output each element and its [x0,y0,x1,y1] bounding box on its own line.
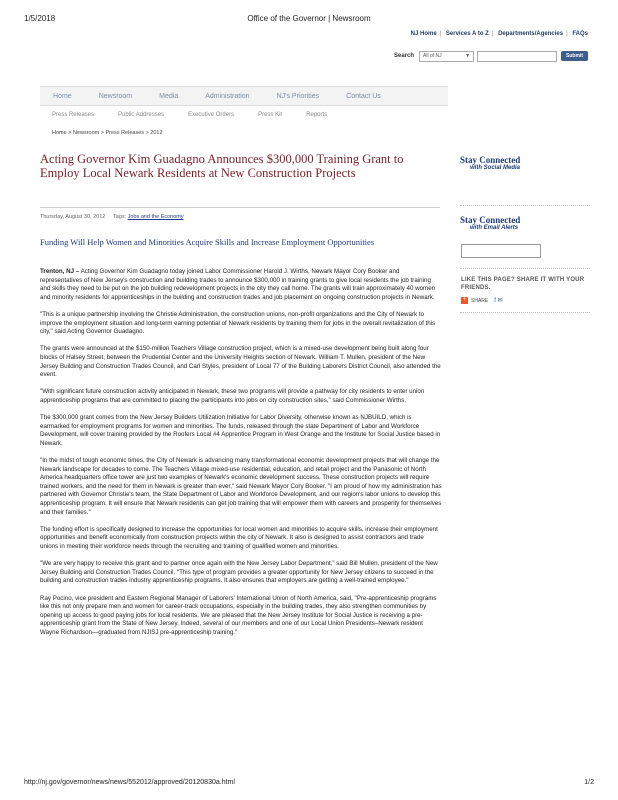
search-bar [394,50,588,62]
search-input[interactable] [477,51,557,62]
paragraph: "In the midst of tough economic times, the City of Newark is advancing many transformational economic development projects that will change the Newark landscape for decades to come. The Teachers Village mixed-use residential, education, and retail project and the Panasonic of North America headquarters office tower are just two examples of Newark's economic development success. These construction projects will require trained workers, and the need for them in Newark is greater than ever," said Newark Mayor Cory Booker. "I am proud of how my administration has partnered with Governor Christie's team, the State Department of Labor and Workforce Development, and our region's labor unions to develop this apprenticeship program. It will ensure that Newark residents can get job training that will empower them with careers and prosperity for themselves and their families." [40,457,442,516]
email-alerts-widget [460,215,590,231]
article-date: Thursday, August 30, 2012 [40,214,106,220]
article-meta [40,214,184,220]
tag-link[interactable]: Jobs and the Economy [127,214,184,220]
subnav-press-kit[interactable]: Press Kit [258,112,283,118]
nav-media[interactable]: Media [159,92,179,100]
nav-priorities[interactable]: NJ's Priorities [276,92,320,100]
sub-nav [52,112,351,118]
nav-home[interactable]: Home [53,92,72,100]
print-url: http://nj.gov/governor/news/news/552012/approved/20120830a.html [24,779,235,786]
social-subtitle: with Social Media [470,165,521,171]
paragraph: "This is a unique partnership involving the Christie Administration, the construction unions, non-profit organizations and the City of Newark to improve the employment situation and long-term earning potential of Newark residents by training them for jobs in the overall revitalization of this city," said Acting Governor Guadagno. [40,310,436,336]
chevron-down-icon: ▼ [465,53,471,59]
paragraph: Trenton, NJ – Acting Governor Kim Guadagno today joined Labor Commissioner Harold J. Wirths, Newark Mayor Cory Booker and representatives of New Jersey's construction and building trades to announce $300,000 in training grants to give local residents the job training and skills they need to be put on the job building redevelopment projects in the city they call home. The grants will train approximately 40 women and minority residents for apprenticeships in the building and construction trades and job placement on ongoing construction projects in Newark. [40,268,436,301]
email-subtitle: with Email Alerts [470,225,519,231]
dateline: Trenton, NJ – [40,268,80,275]
search-scope-value: All of NJ [423,53,442,59]
email-input[interactable] [461,244,541,258]
article-headline: Acting Governor Kim Guadagno Announces $300,000 Training Grant to Employ Local Newark Residents at New Construction Projects [40,152,404,180]
subnav-executive-orders[interactable]: Executive Orders [188,112,235,118]
subnav-reports[interactable]: Reports [306,112,328,118]
paragraph: "With significant future construction activity anticipated in Newark, these two programs will provide a pathway for city residents to enter union apprenticeship programs that are committed to placing the participants into jobs on city construction sites," said Commissioner Wirths. [40,388,425,404]
tags-label: Tags: [112,214,127,220]
nav-administration[interactable]: Administration [205,92,250,100]
breadcrumb[interactable]: Home > Newsroom > Press Releases > 2012 [52,130,163,136]
paragraph: The $300,000 grant comes from the New Jersey Builders Utilization Initiative for Labor Diversity, otherwise known as NJBUILD, which is earmarked for employment programs for women and minorities. The funds, released through the state Department of Labor and Workforce Development, will cover training provided by the Roofers Local #4 Apprentice Program in West Orange and the Institute for Social Justice based in Newark. [40,414,441,447]
print-header [24,14,594,24]
print-footer [24,779,594,786]
search-submit-button[interactable]: Submit [561,51,588,61]
nav-newsroom[interactable]: Newsroom [98,92,133,100]
print-date: 1/5/2018 [24,14,56,23]
print-page-number: 1/2 [584,779,594,786]
article-body [40,268,442,646]
article-subhead: Funding Will Help Women and Minorities Acquire Skills and Increase Employment Opportunities [40,237,375,247]
paragraph: "We are very happy to receive this grant and to partner once again with the New Jersey Labor Department," said Bill Mullen, president of the New Jersey Building and Construction Trades Council. "This type of program provides a greater opportunity for New Jersey citizens to succeed in the building and construction trades industry apprenticeship programs. It also ensures that employers are getting a well-trained employee." [40,560,438,585]
search-label: Search [394,53,415,59]
paragraph: The grants were announced at the $150-million Teachers Village construction project, which is a mixed-use development being built along four blocks of Halsey Street, between the Prudential Center and the University Heights section of Newark. William T. Mullen, president of the New Jersey Building and Construction Trades Council, and Carl Styles, president of Local 77 of the Building Laborers District Council, also attended the event. [40,345,441,379]
email-title: Stay Connected [460,215,521,225]
nj-home-link[interactable]: NJ Home [410,31,437,37]
search-scope-select[interactable] [419,51,474,62]
departments-agencies-link[interactable]: Departments/Agencies [498,31,564,37]
share-label: SHARE [471,297,489,304]
sidebar-divider [460,205,590,206]
subnav-public-addresses[interactable]: Public Addresses [118,112,165,118]
sidebar-divider [460,268,590,269]
social-icons: f ✉ [494,298,503,304]
services-a-to-z-link[interactable]: Services A to Z [445,31,489,37]
subnav-press-releases[interactable]: Press Releases [52,112,95,118]
share-button[interactable] [461,297,503,304]
nav-contact-us[interactable]: Contact Us [346,92,381,100]
paragraph: The funding effort is specifically designed to increase the opportunities for local women and minorities to acquire skills, increase their employment opportunities and benefit economically from construction projects within the city of Newark. It also is designed to assist contractors and trade unions in meeting their workforce needs through the recruiting and training of qualified women and minorities. [40,525,438,550]
print-title: Office of the Governor | Newsroom [247,14,371,23]
paragraph: Ray Pocino, vice president and Eastern Regional Manager of Laborers' International Union of North America, said, "Pre-apprenticeship programs like this not only prepare men and women for career-track occupations, especially in the building trades, they also strengthen communities by opening up access to good paying jobs for local residents. We are pleased that the New Jersey Institute for Social Justice is receiving a pre-apprenticeship grant from the State of New Jersey. Indeed, several of our members and one of our Local Union Presidents–Newark resident Wayne Richardson—graduated from NJISJ pre-apprenticeship training." [40,594,437,636]
social-media-widget[interactable] [460,155,590,171]
main-nav [40,86,448,106]
sidebar-divider [460,312,590,313]
utility-links: NJ Home | Services A to Z | Departments/Agencies | FAQs [410,31,588,37]
social-title: Stay Connected [460,155,521,165]
plus-icon: + [462,297,467,303]
faqs-link[interactable]: FAQs [572,31,588,37]
share-prompt: LIKE THIS PAGE? SHARE IT WITH YOUR FRIENDS. [461,277,585,291]
divider [40,207,440,208]
